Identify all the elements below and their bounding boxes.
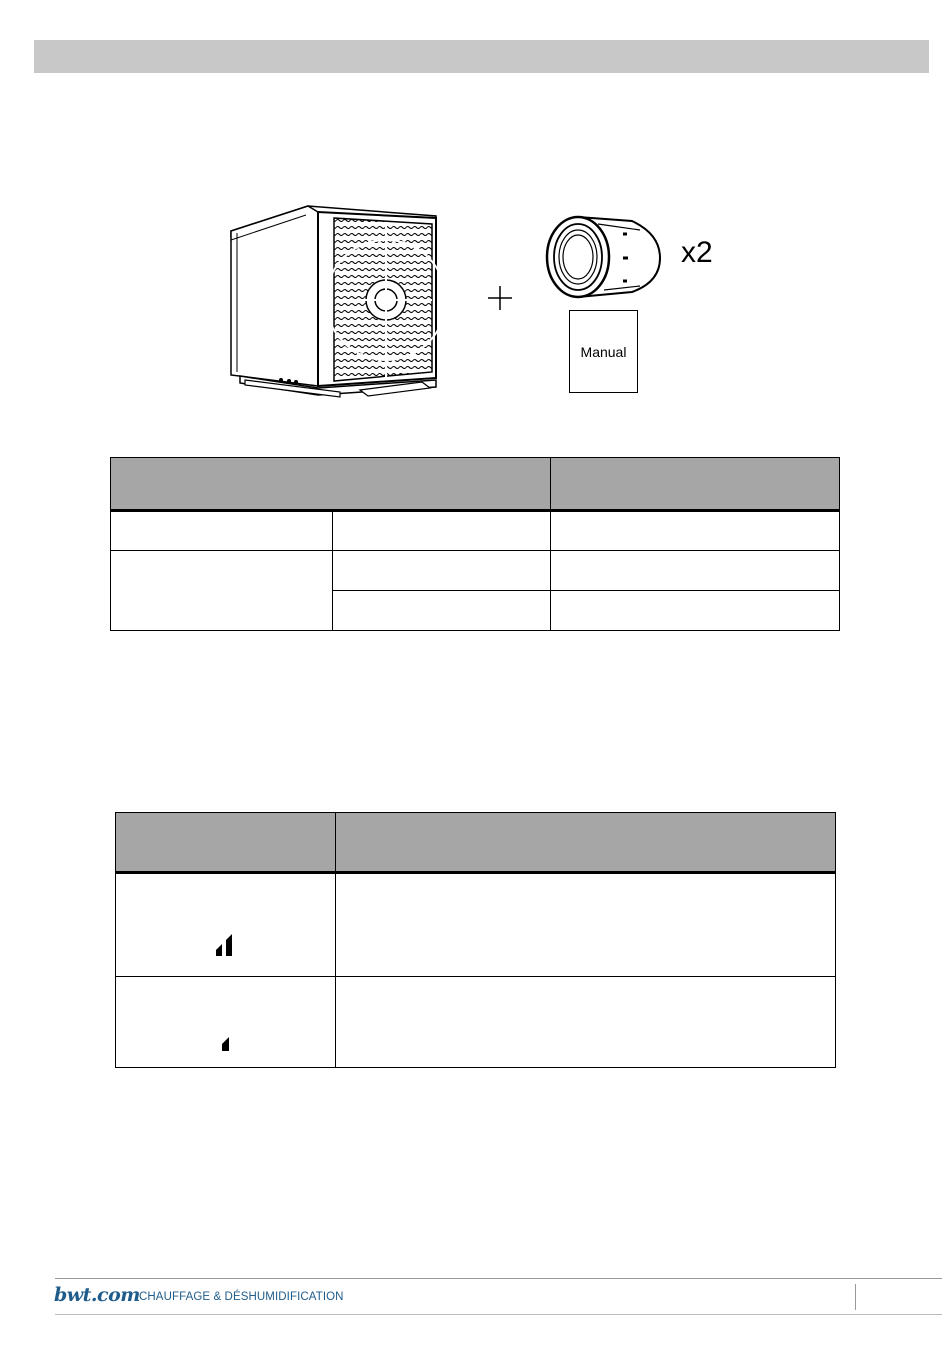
- heat-pump-icon: [231, 206, 446, 397]
- table-cell: [333, 511, 551, 551]
- footer-tagline: CHAUFFAGE & DÉSHUMIDIFICATION: [139, 1291, 344, 1303]
- footer-bottom-divider: [55, 1314, 942, 1315]
- footer-brand: bwt.com: [54, 1284, 140, 1306]
- table-cell: [116, 977, 336, 1068]
- table-header-cell: [116, 813, 336, 873]
- table-cell: [336, 873, 836, 977]
- header-bar: [34, 40, 929, 73]
- table-cell: [551, 591, 840, 631]
- table-cell: [551, 551, 840, 591]
- table-cell: [111, 511, 333, 551]
- manual-booklet: [569, 310, 638, 393]
- table-row: [111, 551, 840, 591]
- manual-label: Manual: [580, 343, 627, 360]
- signal-weak-icon: [222, 1037, 230, 1051]
- table-row: [116, 977, 836, 1068]
- table-2: [115, 812, 836, 1068]
- table-cell: [333, 551, 551, 591]
- union-fitting-icon: [547, 217, 660, 297]
- signal-strong-icon: [216, 934, 236, 956]
- table-cell: [333, 591, 551, 631]
- table-cell: [116, 873, 336, 977]
- table-1: [110, 457, 840, 631]
- table-header-cell: [551, 458, 840, 511]
- table-row: [111, 511, 840, 551]
- table-header-cell: [111, 458, 551, 511]
- table-header-cell: [336, 813, 836, 873]
- table-cell: [111, 551, 333, 631]
- plus-icon: [488, 286, 512, 310]
- quantity-label: x2: [681, 236, 713, 269]
- footer-top-divider: [55, 1278, 942, 1279]
- table-cell: [551, 511, 840, 551]
- table-header-row: [116, 813, 836, 873]
- table-cell: [336, 977, 836, 1068]
- table-row: [116, 873, 836, 977]
- table-header-row: [111, 458, 840, 511]
- footer-vertical-divider: [855, 1284, 856, 1310]
